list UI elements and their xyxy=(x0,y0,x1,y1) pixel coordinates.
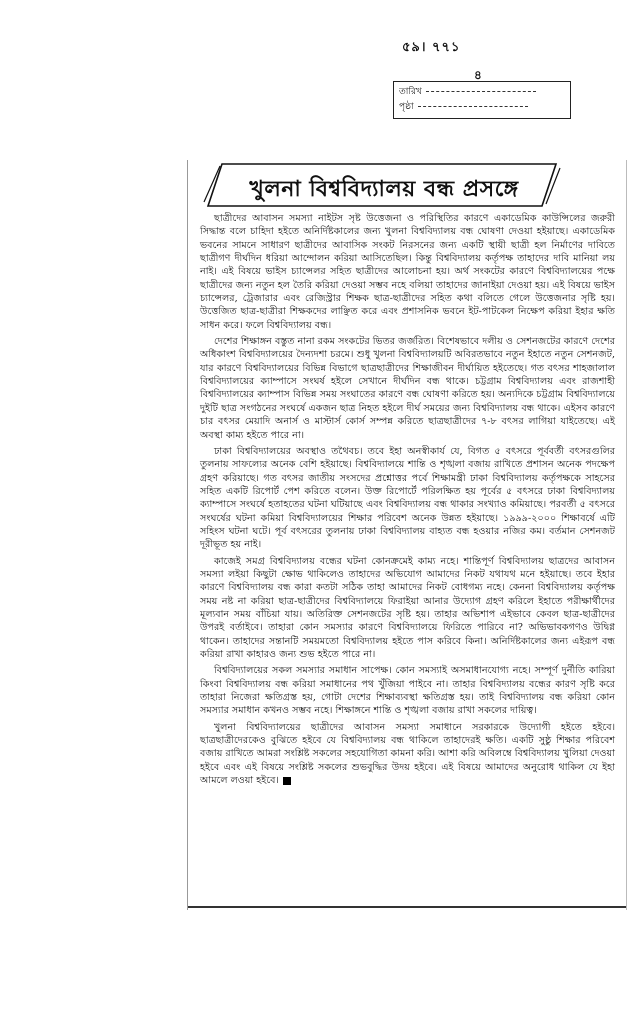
article-paragraph-text: খুলনা বিশ্ববিদ্যালয়ের ছাত্রীদের আবাসন সমস্যা সমাধানে সরকারকে উদ্যোগী হইতে হইবে। ছাত্রছাত্রীদেরকেও বুঝিতে হইবে যে বিশ্ববিদ্যালয় বন্ধ থাকিলে তাহাদেরই ক্ষতি। একটি সুষ্ঠু শিক্ষার পরিবেশ বজায় রাখিতে আমরা সংশ্লিষ্ট সকলের সহযোগিতা কামনা করি। আশা করি অবিলম্বে বিশ্ববিদ্যালয় খুলিয়া দেওয়া হইবে এবং এই বিষয়ে সংশ্লিষ্ট সকলের শুভবুদ্ধির উদয় হইবে। এই বিষয়ে আমাদের অনুরোধ থাকিল যে ইহা আমলে লওয়া হইবে। xyxy=(200,721,615,787)
stamp-date-row xyxy=(399,85,565,100)
article-paragraph: ছাত্রীদের আবাসন সমস্যা নাইটস সৃষ্ট উত্তেজনা ও পরিস্থিতির কারণে একাডেমিক কাউন্সিলের জরুরী সিদ্ধান্ত বলে চাহিদা হইতে অনির্দিষ্টকালের জন্য খুলনা বিশ্ববিদ্যালয় বন্ধ ঘোষণা দেওয়া হইয়াছে। একাডেমিক ভবনের সামনে সাধারণ ছাত্রীদের আবাসিক সংকট নিরসনের জন্য একটি স্থায়ী ছাত্রী হল নির্মাণের দাবিতে ছাত্রীগণ দীর্ঘদিন ধরিয়া আন্দোলন করিয়া আসিতেছিল। কিন্তু বিশ্ববিদ্যালয় কর্তৃপক্ষ তাহাদের দাবি মানিয়া লয় নাই। এই বিষয়ে ভাইস চ্যান্সেলর সহিত ছাত্রীদের আলোচনা হয়। অর্থ সংকটের কারণে বিশ্ববিদ্যালয়ের পক্ষে ছাত্রীদের জন্য নতুন হল তৈরি করিয়া দেওয়া সম্ভব নহে বলিয়া তাহাদের জানাইয়া দেওয়া হয়। এই বিষয়ে ভাইস চ্যান্সেলর, ট্রেজারার এবং রেজিস্ট্রার শিক্ষক ছাত্র-ছাত্রীদের সহিত কথা বলিতে গেলে উত্তেজনার সৃষ্টি হয়। উত্তেজিত ছাত্র-ছাত্রীরা শিক্ষকদের লাঞ্ছিত করে এবং প্রশাসনিক ভবনে ইট-পাটকেল নিক্ষেপ করিয়া ইহার ক্ষতি সাধন করে। ফলে বিশ্ববিদ্যালয় বন্ধ। xyxy=(200,213,615,331)
article-headline: খুলনা বিশ্ববিদ্যালয় বন্ধ প্রসঙ্গে xyxy=(249,176,519,202)
article-paragraph: বিশ্ববিদ্যালয়ের সকল সমস্যার সমাধান সাপেক্ষ। কোন সমস্যাই অসমাধানযোগ্য নহে। সম্পূর্ণ দুর্নীতি কারিয়া কিংবা বিশ্ববিদ্যালয় বন্ধ করিয়া সমাধানের পথ খুঁজিয়া পাইবে না। তাহার বিশ্ববিদ্যালয় বন্ধের কারণ সৃষ্টি করে তাহারা নিজেরা ক্ষতিগ্রস্ত হয়, গোটা দেশের শিক্ষাব্যবস্থা ক্ষতিগ্রস্ত হয়। তাই বিশ্ববিদ্যালয় বন্ধ করিয়া কোন সমস্যার সমাধান কখনও সম্ভব নহে। শিক্ষাঙ্গনে শান্তি ও শৃঙ্খলা বজায় রাখা সকলের দায়িত্ব। xyxy=(200,665,615,717)
article-paragraph-last xyxy=(200,721,615,788)
newspaper-clipping xyxy=(187,160,627,910)
archive-page-number: ৫৯। ৭৭১ xyxy=(402,40,461,55)
headline-banner xyxy=(202,162,562,208)
stamp-date-label: তারিখ xyxy=(399,87,422,97)
stamp-date-line xyxy=(426,91,536,92)
end-mark-icon xyxy=(283,777,291,785)
archive-page-mark: ৪ xyxy=(474,68,482,82)
article-body xyxy=(200,212,615,787)
article-paragraph: ঢাকা বিশ্ববিদ্যালয়ের অবস্থাও তথৈবচ। তবে ইহা অনস্বীকার্য যে, বিগত ৫ বৎসরে পূর্ববর্তী বৎসরগুলির তুলনায় সাফল্যের অনেক বেশি হইয়াছে। বিশ্ববিদ্যালয়ে শান্তি ও শৃঙ্খলা বজায় রাখিতে প্রশাসন অনেক পদক্ষেপ গ্রহণ করিয়াছে। গত বৎসর জাতীয় সংসদের প্রশ্নোত্তর পর্বে শিক্ষামন্ত্রী ঢাকা বিশ্ববিদ্যালয় কর্তৃপক্ষকে সাহসের সহিত একটি রিপোর্ট পেশ করিতে বলেন। উক্ত রিপোর্টে পরিলক্ষিত হয় পূর্বের ৫ বৎসরে ঢাকা বিশ্ববিদ্যালয় ক্যাম্পাসে সংঘর্ষে হতাহতের ঘটনা ঘটিয়াছে এবং বিশ্ববিদ্যালয় বন্ধ থাকার সংখ্যাও কমিয়াছে। পরবর্তী ৫ বৎসরে সংঘর্ষের ঘটনা কমিয়া বিশ্ববিদ্যালয়ের শিক্ষার পরিবেশ অনেক উন্নত হইয়াছে। ১৯৯৯-২০০০ শিক্ষাবর্ষে এটি সহিংস ঘটনা ঘটে। পূর্ব বৎসরের তুলনায় ঢাকা বিশ্ববিদ্যালয় বাহ্যত বন্ধ হওয়ার নজির কম। বর্তমান সেশনজট দূরীভূত হয় নাই। xyxy=(200,445,615,551)
stamp-page-label: পৃষ্ঠা xyxy=(399,102,414,112)
article-paragraph: কাজেই সমগ্র বিশ্ববিদ্যালয় বন্ধের ঘটনা কোনক্রমেই কাম্য নহে। শান্তিপূর্ণ বিশ্ববিদ্যালয় ছাত্রদের আবাসন সমস্যা লইয়া কিছুটা ক্ষোভ থাকিলেও তাহাদের অভিযোগ আমাদের নিকট যথাযথ মনে হইয়াছে। তবে ইহার কারণে বিশ্ববিদ্যালয় বন্ধ কারা কতটা সঠিক তাহা আমাদের নিকট বোধগম্য নহে। কেননা বিশ্ববিদ্যালয় কর্তৃপক্ষ সময় নষ্ট না করিয়া ছাত্র-ছাত্রীদের বিশ্ববিদ্যালয়ে ফিরাইয়া আনার উদ্যোগ গ্রহণ করিলে ইহাতে পরীক্ষার্থীদের মূল্যবান সময় বাঁচিয়া যায়। অতিরিক্ত সেশনজটের সৃষ্টি হয়। তাহার অভিশাপ এইভাবে কেবল ছাত্র-ছাত্রীদের উপরই বর্তাইবে। তাহারা কোন সমস্যার কারণে বিশ্ববিদ্যালয়ে ফিরিতে পারিবে না? অভিভাবকগণও উদ্বিগ্ন থাকেন। তাহাদের সন্তানটি সময়মতো বিশ্ববিদ্যালয় হইতে পাস করিবে কিনা। অনির্দিষ্টকালের জন্য এইরূপ বন্ধ করিয়া রাখা কাহারও জন্য শুভ হইতে পারে না। xyxy=(200,555,615,660)
stamp-page-line xyxy=(418,106,528,107)
archive-stamp-box xyxy=(393,81,571,119)
stamp-page-row xyxy=(399,100,565,115)
clipping-bottom-rule xyxy=(188,906,626,908)
article-paragraph: দেশের শিক্ষাঙ্গন বস্তুত নানা রকম সংকটের ভিতর জর্জরিত। বিশেষভাবে দলীয় ও সেশনজটের কারণে দেশের অধিকাংশ বিশ্ববিদ্যালয়ের দৈন্যদশা চরমে। শুধু খুলনা বিশ্ববিদ্যালয়টি অবিরতভাবে নতুন ইহাতে নতুন সেশনজট, যার কারণে বিশ্ববিদ্যালয়ের বিভিন্ন বিভাগে ছাত্রছাত্রীদের শিক্ষাজীবন দীর্ঘায়িত হইতেছে। গত বৎসর শাহজালাল বিশ্ববিদ্যালয়ের ক্যাম্পাসে সংঘর্ষ হইলে সেখানে দীর্ঘদিন বন্ধ থাকে। চট্টগ্রাম বিশ্ববিদ্যালয় এবং রাজশাহী বিশ্ববিদ্যালয়ের ক্যাম্পাস বিভিন্ন সময় সংঘাতের কারণে বন্ধ ঘোষণা করিতে হয়। অন্যদিকে চট্টগ্রাম বিশ্ববিদ্যালয়ে দুইটি ছাত্র সংগঠনের সংঘর্ষে একজন ছাত্র নিহত হইলে দীর্ঘ সময়ের জন্য বিশ্ববিদ্যালয় বন্ধ থাকে। এইসব কারণে চার বৎসর মেয়াদি অনার্স ও মাস্টার্স কোর্স সম্পন্ন করিতে ছাত্রছাত্রীদের ৭-৮ বৎসর লাগিয়া যাইতেছে। এই অবস্থা কাম্য হইতে পারে না। xyxy=(200,336,615,441)
